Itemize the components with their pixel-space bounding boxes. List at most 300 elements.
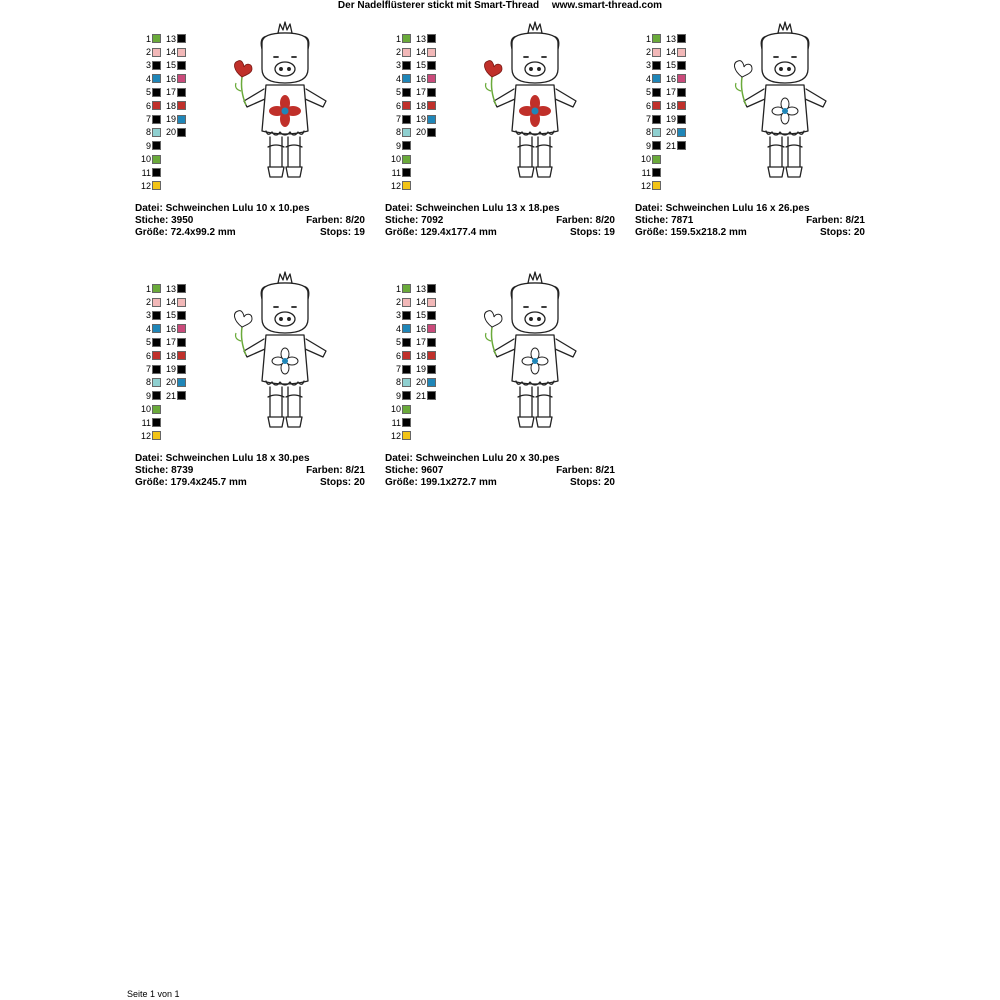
color-number: 3 [395,310,401,321]
color-swatch [152,351,161,360]
color-swatch [677,115,686,124]
groesse-label: Größe: [385,477,418,488]
color-swatch [677,141,686,150]
color-number: 16 [165,73,176,84]
color-swatch [427,351,436,360]
color-number: 10 [390,154,401,165]
color-number: 20 [415,127,426,138]
color-swatch [652,74,661,83]
color-number: 9 [395,140,401,151]
color-swatch [402,74,411,83]
color-row [140,403,186,416]
color-count: 8/20 [595,215,615,226]
design-size: 159.5x218.2 mm [670,227,747,238]
color-swatch [177,324,186,333]
color-swatch [427,378,436,387]
color-row [140,416,186,429]
color-number: 6 [145,350,151,361]
color-swatch [152,88,161,97]
color-swatch [652,88,661,97]
color-number: 15 [415,310,426,321]
color-swatch [427,338,436,347]
color-swatch [152,141,161,150]
color-number: 21 [665,140,676,151]
color-swatch [152,34,161,43]
datei-label: Datei: [135,203,163,214]
color-swatch [677,48,686,57]
color-number: 7 [395,364,401,375]
color-row [640,99,686,112]
color-swatch [402,405,411,414]
farben-label: Farben: [556,215,593,226]
color-swatch [402,61,411,70]
color-number: 20 [415,377,426,388]
pig-drawing [470,269,600,449]
color-row [390,295,436,308]
color-swatch [152,324,161,333]
color-legend [390,282,436,443]
color-number: 3 [145,60,151,71]
color-row [140,72,186,85]
color-number: 8 [645,127,651,138]
color-number: 17 [165,87,176,98]
design-info [385,453,615,489]
color-swatch [177,311,186,320]
info-row-file [135,203,365,215]
color-number: 16 [165,323,176,334]
color-row [140,153,186,166]
color-number: 13 [415,283,426,294]
file-name: Schweinchen Lulu 16 x 26.pes [665,203,810,214]
color-swatch [177,378,186,387]
color-number: 1 [145,283,151,294]
color-number: 19 [415,364,426,375]
color-swatch [427,311,436,320]
color-number: 4 [645,73,651,84]
color-row [140,139,186,152]
color-number: 1 [395,283,401,294]
color-swatch [152,431,161,440]
color-row [140,112,186,125]
color-row [390,336,436,349]
color-swatch [402,431,411,440]
color-swatch [152,418,161,427]
groesse-label: Größe: [135,227,168,238]
color-number: 5 [145,337,151,348]
farben-label: Farben: [556,465,593,476]
color-row [390,166,436,179]
stop-count: 20 [353,477,365,488]
pig-illustration [220,269,350,449]
color-swatch [402,378,411,387]
color-swatch [402,418,411,427]
color-swatch [677,128,686,137]
color-number: 5 [645,87,651,98]
color-row [640,139,686,152]
pig-drawing [220,269,350,449]
color-swatch [177,338,186,347]
color-row [140,429,186,442]
color-number: 9 [145,390,151,401]
color-swatch [652,168,661,177]
color-row [140,349,186,362]
design-card [135,15,375,240]
color-row [640,166,686,179]
color-number: 16 [415,323,426,334]
color-row [390,309,436,322]
color-number: 8 [145,127,151,138]
color-number: 14 [415,297,426,308]
color-swatch [177,128,186,137]
color-number: 17 [415,337,426,348]
color-swatch [177,74,186,83]
pig-illustration [470,19,600,199]
stops-label: Stops: [569,477,602,488]
color-row [640,72,686,85]
stops-label: Stops: [319,477,352,488]
groesse-label: Größe: [385,227,418,238]
color-number: 15 [165,60,176,71]
color-number: 13 [165,283,176,294]
info-row-file [635,203,865,215]
color-number: 4 [395,73,401,84]
color-row [640,112,686,125]
file-name: Schweinchen Lulu 10 x 10.pes [165,203,310,214]
color-number: 7 [145,364,151,375]
color-number: 6 [645,100,651,111]
color-row [140,376,186,389]
color-row [640,179,686,192]
pig-drawing [220,19,350,199]
color-number: 21 [415,390,426,401]
color-swatch [652,128,661,137]
color-number: 13 [415,33,426,44]
color-number: 2 [395,47,401,58]
color-swatch [427,74,436,83]
color-number: 16 [415,73,426,84]
color-number: 12 [140,180,151,191]
color-row [390,376,436,389]
info-row-stitches [635,215,865,227]
color-swatch [402,351,411,360]
color-number: 6 [395,350,401,361]
color-number: 10 [140,154,151,165]
color-row [390,112,436,125]
color-row [390,403,436,416]
color-swatch [402,48,411,57]
color-number: 15 [165,310,176,321]
color-swatch [152,365,161,374]
color-swatch [427,391,436,400]
color-swatch [402,284,411,293]
stitch-count: 7871 [671,215,694,226]
color-number: 19 [165,364,176,375]
color-row [140,389,186,402]
color-row [140,282,186,295]
color-number: 4 [145,73,151,84]
color-number: 1 [395,33,401,44]
info-row-stitches [385,215,615,227]
color-number: 12 [390,180,401,191]
color-number: 18 [665,100,676,111]
color-number: 9 [145,140,151,151]
color-row [640,126,686,139]
header-title: Der Nadelflüsterer stickt mit Smart-Thread [337,0,540,11]
color-swatch [427,324,436,333]
color-number: 2 [395,297,401,308]
file-name: Schweinchen Lulu 20 x 30.pes [415,453,560,464]
color-row [390,59,436,72]
color-row [140,179,186,192]
color-row [390,139,436,152]
color-row [390,126,436,139]
color-number: 10 [640,154,651,165]
color-number: 12 [140,430,151,441]
color-number: 8 [395,377,401,388]
page-footer: Seite 1 von 1 [127,989,180,999]
color-row [390,153,436,166]
color-number: 3 [395,60,401,71]
color-swatch [152,74,161,83]
color-swatch [152,298,161,307]
color-swatch [177,115,186,124]
color-swatch [427,298,436,307]
color-swatch [152,391,161,400]
color-swatch [152,115,161,124]
color-row [140,309,186,322]
color-swatch [152,48,161,57]
color-number: 19 [415,114,426,125]
color-number: 7 [645,114,651,125]
color-swatch [177,351,186,360]
color-number: 11 [641,167,651,178]
color-row [390,86,436,99]
info-row-size [385,477,615,489]
color-number: 11 [141,167,151,178]
groesse-label: Größe: [135,477,168,488]
stiche-label: Stiche: [385,465,419,476]
design-card [135,265,375,490]
color-row [140,295,186,308]
color-swatch [427,48,436,57]
color-swatch [677,101,686,110]
color-swatch [152,155,161,164]
color-swatch [177,284,186,293]
stop-count: 20 [603,477,615,488]
color-swatch [402,365,411,374]
header-url: www.smart-thread.com [551,0,663,11]
color-number: 18 [165,100,176,111]
color-number: 2 [145,297,151,308]
color-number: 11 [141,417,151,428]
color-number: 10 [390,404,401,415]
pig-drawing [720,19,850,199]
color-number: 15 [665,60,676,71]
stitch-count: 8739 [171,465,194,476]
color-number: 1 [145,33,151,44]
file-name: Schweinchen Lulu 18 x 30.pes [165,453,310,464]
color-row [640,59,686,72]
color-swatch [402,311,411,320]
color-swatch [652,101,661,110]
design-card [385,15,625,240]
stiche-label: Stiche: [635,215,669,226]
color-number: 19 [165,114,176,125]
color-swatch [152,181,161,190]
color-row [390,322,436,335]
color-swatch [652,181,661,190]
color-number: 19 [665,114,676,125]
color-legend [640,32,686,193]
color-row [640,153,686,166]
color-swatch [152,311,161,320]
design-info [135,453,365,489]
color-swatch [152,338,161,347]
info-row-stitches [135,215,365,227]
color-number: 18 [165,350,176,361]
color-number: 20 [165,377,176,388]
design-info [385,203,615,239]
color-number: 11 [391,417,401,428]
color-swatch [402,391,411,400]
color-number: 5 [145,87,151,98]
file-name: Schweinchen Lulu 13 x 18.pes [415,203,560,214]
design-size: 199.1x272.7 mm [420,477,497,488]
info-row-file [385,453,615,465]
color-swatch [402,181,411,190]
stiche-label: Stiche: [135,465,169,476]
color-swatch [402,155,411,164]
color-number: 1 [645,33,651,44]
pig-illustration [470,269,600,449]
color-row [390,362,436,375]
color-row [140,45,186,58]
design-size: 129.4x177.4 mm [420,227,497,238]
design-size: 179.4x245.7 mm [170,477,247,488]
design-size: 72.4x99.2 mm [170,227,236,238]
stitch-count: 3950 [171,215,194,226]
color-number: 17 [665,87,676,98]
color-number: 14 [665,47,676,58]
color-row [640,86,686,99]
color-legend [140,282,186,443]
color-swatch [177,61,186,70]
color-number: 20 [165,127,176,138]
stitch-count: 7092 [421,215,444,226]
color-number: 8 [395,127,401,138]
pig-drawing [470,19,600,199]
color-swatch [427,88,436,97]
page-header [0,0,1000,12]
color-row [140,166,186,179]
color-row [390,32,436,45]
color-number: 3 [645,60,651,71]
color-swatch [177,88,186,97]
color-number: 12 [640,180,651,191]
color-number: 14 [415,47,426,58]
info-row-size [385,227,615,239]
color-swatch [677,34,686,43]
color-swatch [652,34,661,43]
pig-illustration [720,19,850,199]
farben-label: Farben: [806,215,843,226]
color-row [140,86,186,99]
color-number: 17 [165,337,176,348]
color-swatch [152,101,161,110]
color-row [390,349,436,362]
groesse-label: Größe: [635,227,668,238]
color-count: 8/20 [345,215,365,226]
datei-label: Datei: [135,453,163,464]
design-info [135,203,365,239]
color-number: 8 [145,377,151,388]
color-swatch [152,128,161,137]
stiche-label: Stiche: [135,215,169,226]
color-swatch [402,88,411,97]
color-swatch [402,101,411,110]
design-info [635,203,865,239]
color-number: 9 [395,390,401,401]
color-swatch [677,61,686,70]
color-row [390,282,436,295]
color-swatch [427,34,436,43]
color-row [390,99,436,112]
stiche-label: Stiche: [385,215,419,226]
color-swatch [427,365,436,374]
color-swatch [652,155,661,164]
stop-count: 19 [353,227,365,238]
color-number: 11 [391,167,401,178]
color-count: 8/21 [345,465,365,476]
color-swatch [652,48,661,57]
stop-count: 19 [603,227,615,238]
stitch-count: 9607 [421,465,444,476]
color-swatch [152,61,161,70]
farben-label: Farben: [306,465,343,476]
info-row-file [385,203,615,215]
color-number: 5 [395,87,401,98]
farben-label: Farben: [306,215,343,226]
color-swatch [402,141,411,150]
color-swatch [152,168,161,177]
color-swatch [402,298,411,307]
color-swatch [152,284,161,293]
stops-label: Stops: [819,227,852,238]
datei-label: Datei: [385,453,413,464]
color-number: 2 [645,47,651,58]
color-row [140,362,186,375]
color-swatch [427,284,436,293]
color-number: 21 [165,390,176,401]
color-row [640,32,686,45]
color-number: 18 [415,100,426,111]
color-swatch [652,115,661,124]
color-row [390,389,436,402]
color-number: 3 [145,310,151,321]
color-number: 18 [415,350,426,361]
color-number: 6 [145,100,151,111]
stops-label: Stops: [319,227,352,238]
color-number: 6 [395,100,401,111]
color-swatch [402,168,411,177]
design-card [635,15,875,240]
color-swatch [402,324,411,333]
color-swatch [152,378,161,387]
color-swatch [427,61,436,70]
color-swatch [652,61,661,70]
color-number: 10 [140,404,151,415]
info-row-stitches [385,465,615,477]
